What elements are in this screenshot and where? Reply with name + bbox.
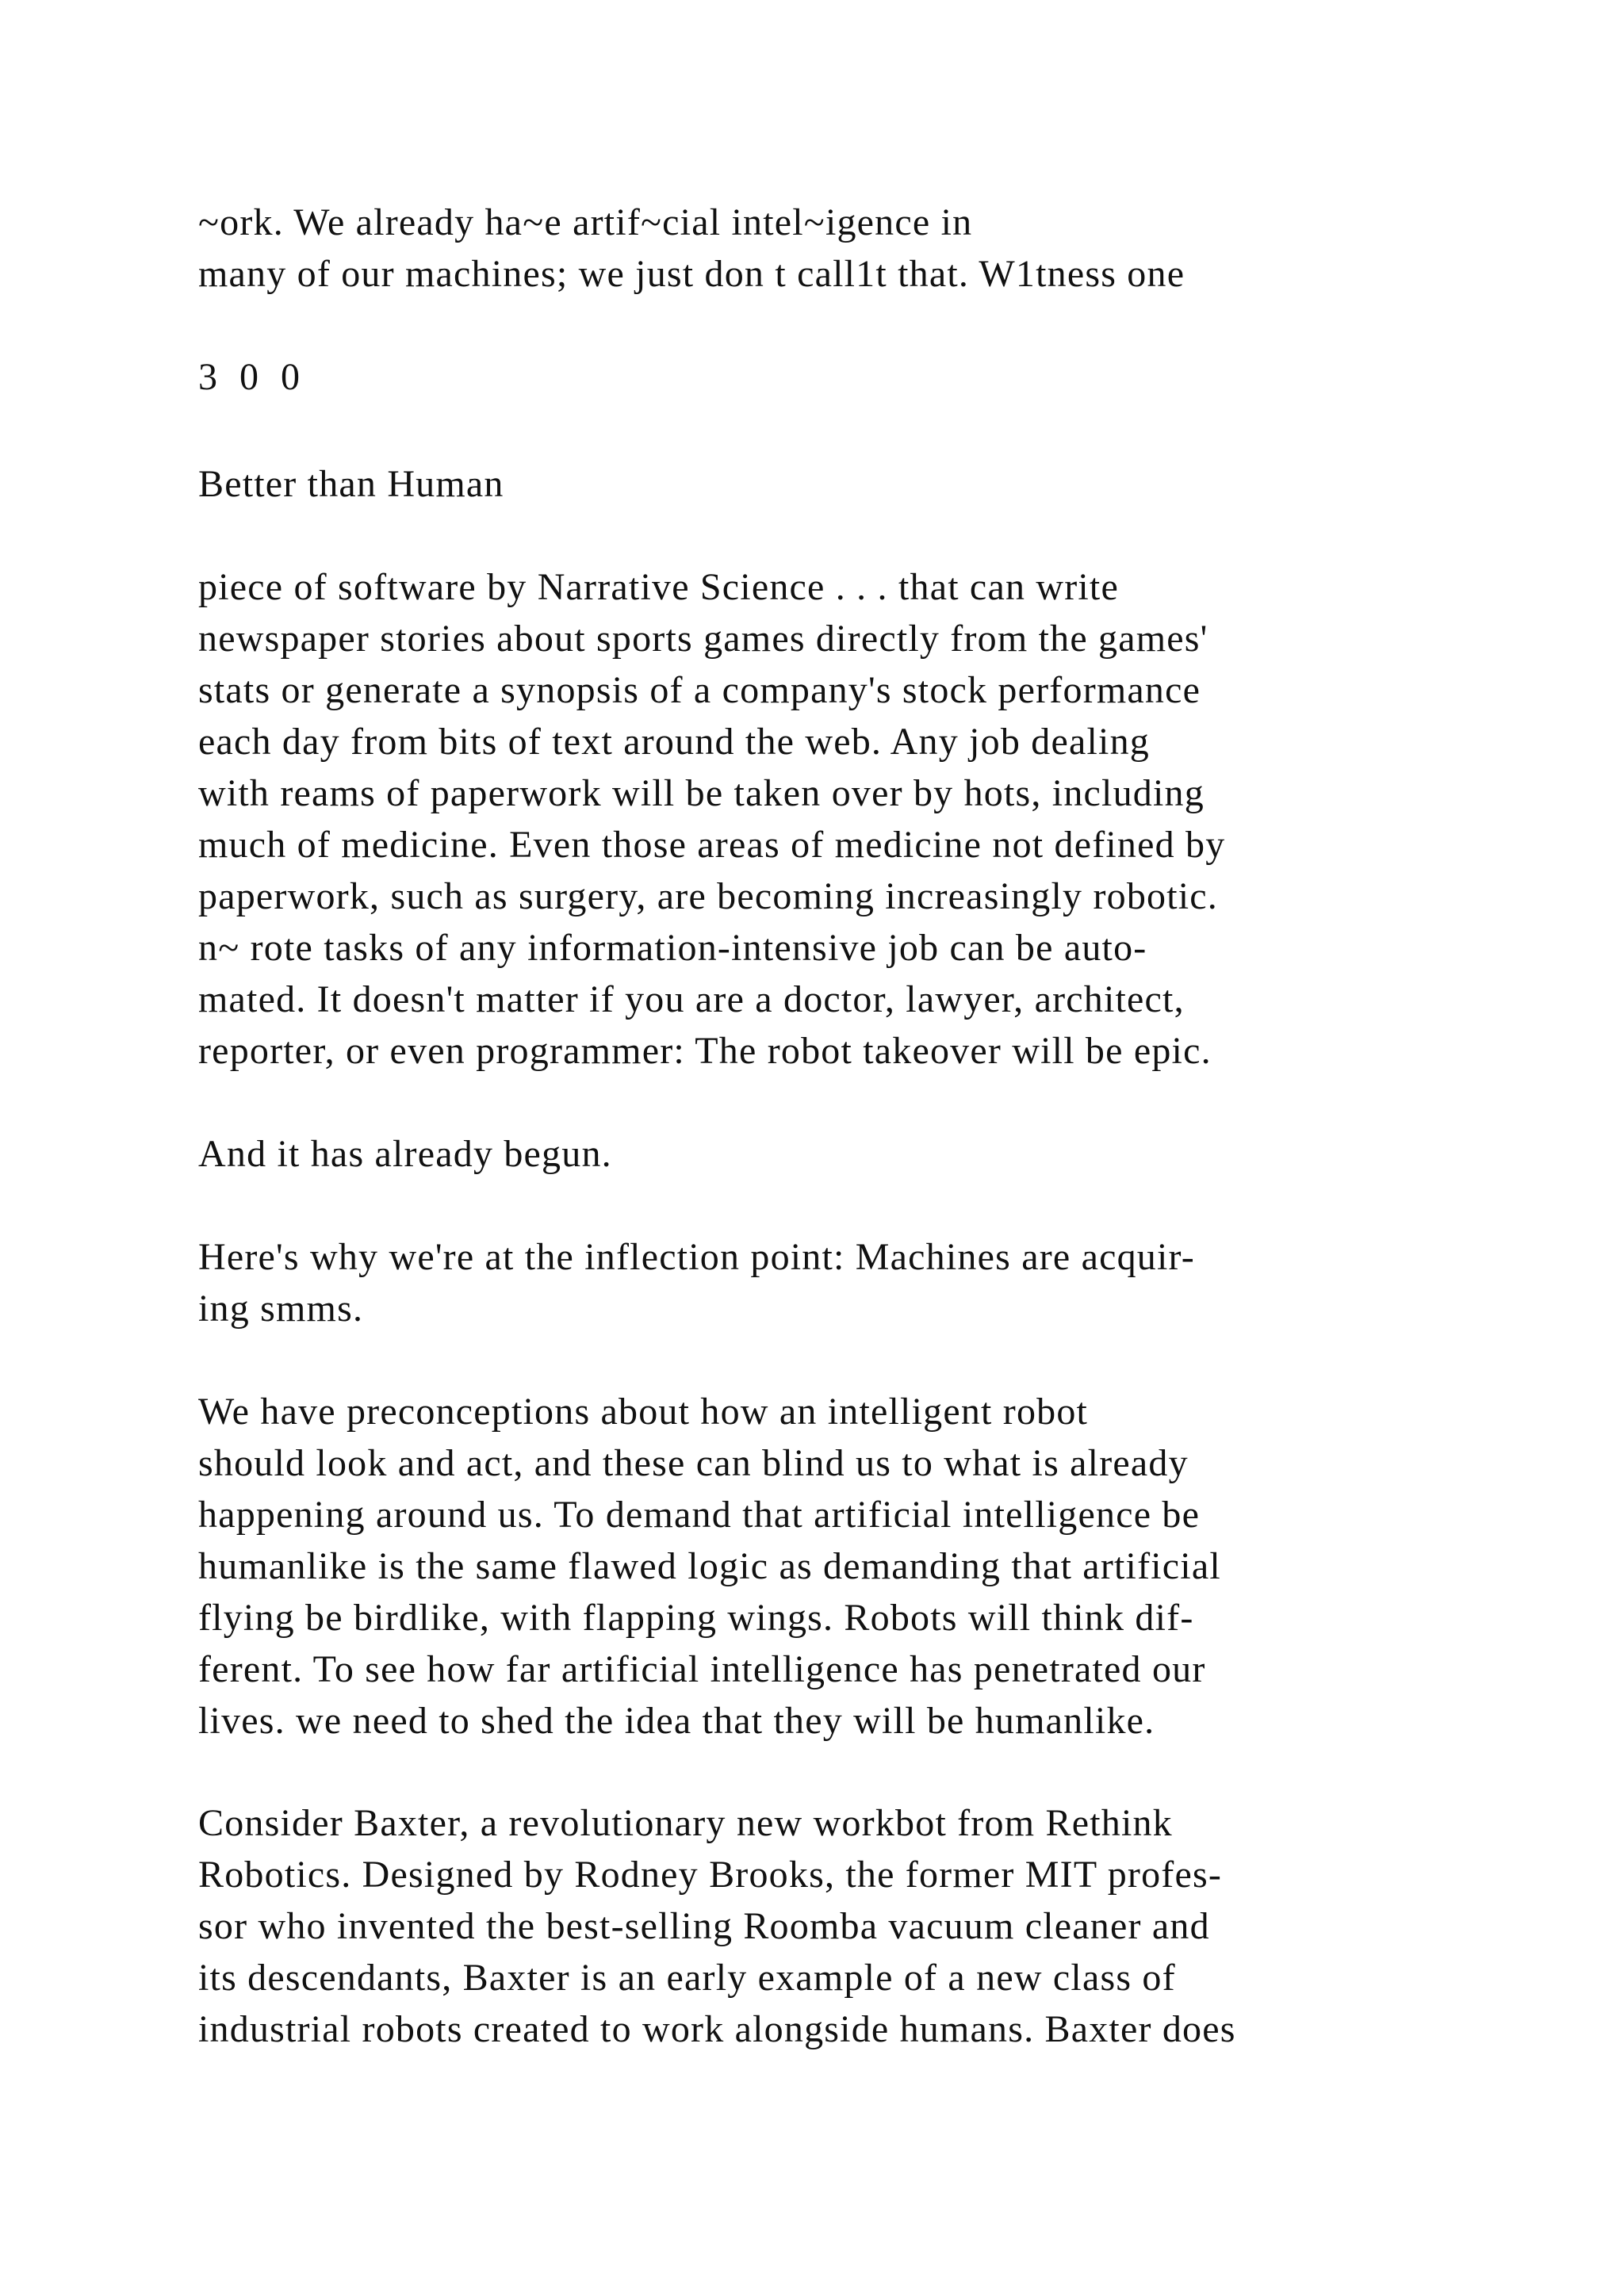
text-line: much of medicine. Even those areas of medicine not defined by [198,824,1226,866]
text-line: ferent. To see how far artificial intelligence has penetrated our [198,1648,1206,1690]
text-line: newspaper stories about sports games directly from the games' [198,618,1208,660]
text-line: lives. we need to shed the idea that they will be humanlike. [198,1700,1155,1742]
text-line: stats or generate a synopsis of a company's stock performance [198,669,1201,711]
text-line: happening around us. To demand that artificial intelligence be [198,1494,1201,1536]
paragraph [198,1128,1483,1180]
text-line: ~ork. We already ha~e artif~cial intel~igence in [198,201,973,243]
text-line: sor who invented the best-selling Roomba vacuum cleaner and [198,1905,1210,1947]
text-line: Consider Baxter, a revolutionary new workbot from Rethink [198,1802,1173,1844]
text-line: And it has already begun. [198,1133,612,1175]
running-header: Better than Human [198,463,504,505]
text-line: n~ rote tasks of any information-intensive job can be auto- [198,927,1147,969]
paragraph [198,1797,1483,2055]
text-line: We have preconceptions about how an intelligent robot [198,1391,1089,1433]
page-number: 3 0 0 [198,356,306,398]
text-line: should look and act, and these can blind us to what is already [198,1442,1189,1484]
text-line: flying be birdlike, with flapping wings. Robots will think dif- [198,1597,1194,1639]
text-line: its descendants, Baxter is an early example of a new class of [198,1957,1176,1999]
text-line: ing smms. [198,1288,364,1330]
text-line: paperwork, such as surgery, are becoming increasingly robotic. [198,875,1219,917]
text-line: mated. It doesn't matter if you are a doctor, lawyer, architect, [198,978,1185,1020]
text-line: Here's why we're at the inflection point: Machines are acquir- [198,1236,1195,1278]
text-line: each day from bits of text around the web. Any job dealing [198,721,1150,763]
text-line: many of our machines; we just don t call1t that. W1tness one [198,253,1185,295]
text-line: Robotics. Designed by Rodney Brooks, the former MIT profes- [198,1854,1223,1896]
text-line: piece of software by Narrative Science . . . that can write [198,566,1119,608]
text-line: reporter, or even programmer: The robot takeover will be epic. [198,1030,1212,1072]
paragraph [198,561,1483,1077]
paragraph [198,1386,1483,1747]
intro-text [198,197,1483,300]
text-line: with reams of paperwork will be taken over by hots, including [198,772,1205,814]
text-line: industrial robots created to work alongside humans. Baxter does [198,2008,1236,2050]
paragraph [198,1231,1483,1334]
text-line: humanlike is the same flawed logic as demanding that artificial [198,1545,1221,1587]
